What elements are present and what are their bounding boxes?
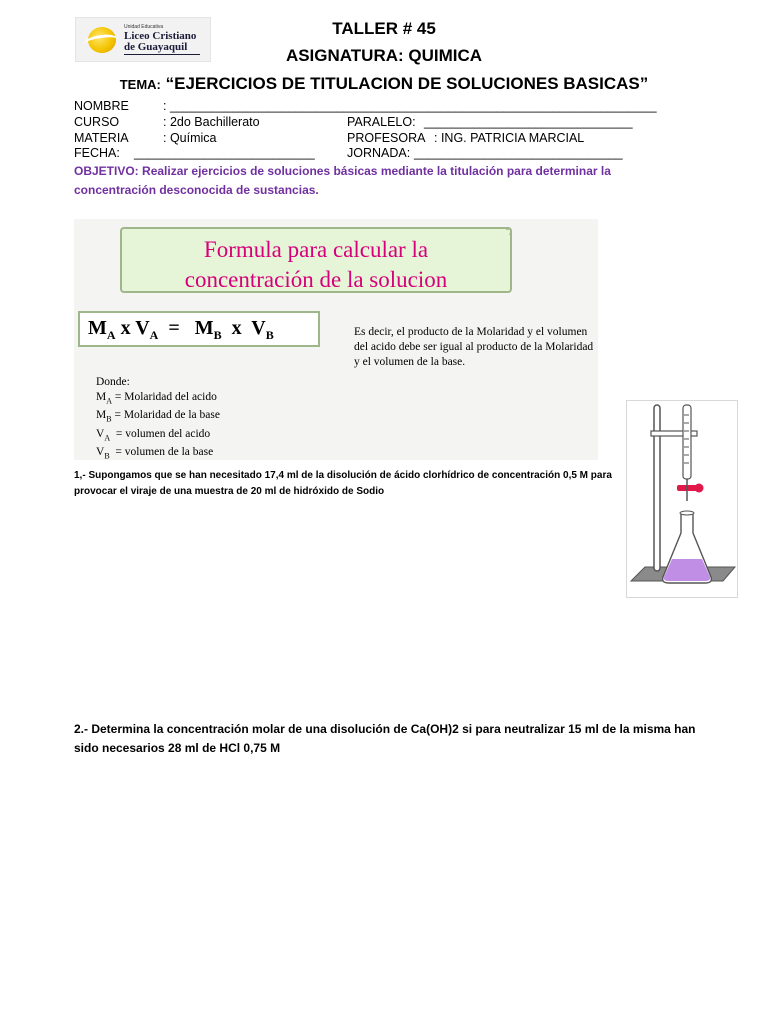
curso-label: CURSO — [74, 115, 120, 129]
formula-equation: $M_A$ x $V_A = M_B$ x $V_B$ — [88, 317, 274, 342]
banner-line-1: Formula para calcular la — [203, 237, 429, 262]
formula-banner — [120, 227, 512, 293]
nombre-label: NOMBRE — [74, 99, 129, 113]
problem-2: 2.- Determina la concentración molar de una disolución de Ca(OH)2 si para neutralizar 15 ml de la misma han sido necesarios 28 ml de HCl 0,75 M — [74, 722, 696, 755]
objective-text: Realizar ejercicios de soluciones básicas mediante la titulación para determinar la concentración desconocida de sustancias. — [74, 164, 611, 197]
paralelo-label: PARALELO: — [347, 115, 416, 129]
formula-explanation: Es decir, el producto de la Molaridad y el volumen del acido debe ser igual al producto de la Molaridad y el volumen de la base. — [354, 326, 594, 368]
fecha-field[interactable]: __________________________ — [134, 146, 315, 160]
topic-label: TEMA: — [119, 77, 161, 92]
formula-equation-box — [78, 311, 320, 347]
topic-title — [0, 74, 768, 94]
legend-item: $M_A$ = Molaridad del acido — [96, 391, 217, 406]
problem-1: 1,- Supongamos que se han necesitado 17,4 ml de la disolución de ácido clorhídrico de concentración 0,5 M para provocar el viraje de una muestra de 20 ml de hidróxido de Sodio — [74, 470, 612, 497]
fecha-label: FECHA: — [74, 146, 120, 160]
logo-name-line2: de Guayaquil — [124, 41, 188, 53]
page-title: TALLER # 45 — [332, 19, 436, 38]
materia-value: : Química — [163, 131, 217, 145]
logo-name-line1: Liceo Cristiano — [124, 30, 197, 42]
jornada-field[interactable]: ______________________________ — [414, 146, 623, 160]
curso-value: : 2do Bachillerato — [163, 115, 260, 129]
objective — [74, 162, 674, 200]
legend-item: $V_B$ = volumen de la base — [96, 445, 214, 461]
nombre-field[interactable]: : ______________________________________________________________________ — [163, 99, 657, 113]
legend-title: Donde: — [96, 376, 130, 388]
profesora-value: : ING. PATRICIA MARCIAL — [434, 131, 585, 145]
profesora-label: PROFESORA — [347, 131, 426, 145]
subject-title: ASIGNATURA: QUIMICA — [285, 46, 483, 65]
legend-item: $M_B$ = Molaridad de la base — [96, 409, 220, 424]
logo-small-text: Unidad Educativa — [124, 24, 164, 30]
formula-figure — [74, 219, 598, 460]
paralelo-field[interactable]: ______________________________ — [424, 115, 633, 129]
titration-illustration — [626, 400, 738, 598]
jornada-label: JORNADA: — [347, 146, 411, 160]
banner-line-2: concentración de la solucion — [184, 267, 448, 292]
materia-label: MATERIA — [74, 131, 129, 145]
legend-item: $V_A$ = volumen del acido — [96, 427, 211, 442]
formula-banner-title — [122, 235, 510, 295]
burette-flask-icon — [627, 401, 737, 597]
formula-legend — [96, 375, 220, 463]
objective-label: OBJETIVO: — [74, 164, 139, 178]
topic-text: “EJERCICIOS DE TITULACION DE SOLUCIONES BASICAS” — [165, 74, 649, 93]
